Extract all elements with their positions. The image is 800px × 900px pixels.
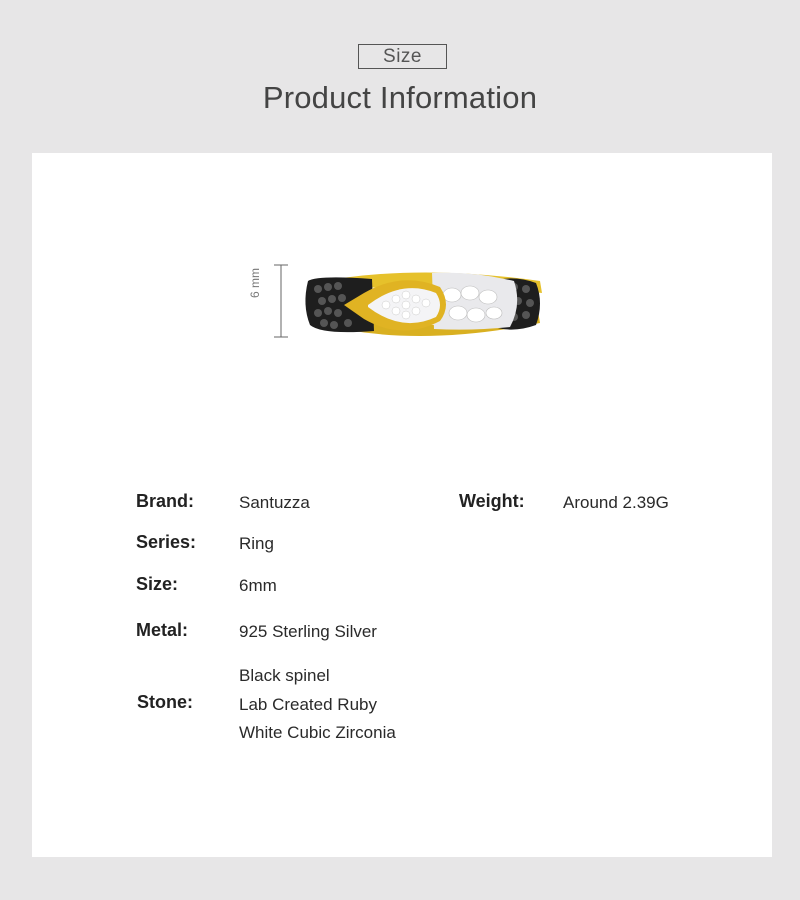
size-value: 6mm: [239, 576, 277, 595]
page-title: Product Information: [262, 80, 538, 115]
product-info-card: [32, 153, 772, 857]
stone-value: Lab Created Ruby: [239, 694, 377, 714]
metal-label: Metal:: [136, 620, 189, 640]
stone-values: [239, 664, 396, 750]
stone-label: Stone:: [137, 692, 193, 712]
series-value: Ring: [239, 534, 274, 553]
metal-value: 925 Sterling Silver: [239, 622, 377, 641]
brand-value: Santuzza: [239, 493, 310, 512]
ring-dimension-label: 6 mm: [248, 268, 262, 298]
weight-value: Around 2.39G: [563, 493, 669, 512]
size-tab-label: Size: [358, 44, 447, 69]
size-label: Size:: [136, 574, 179, 594]
dimension-marker: [274, 265, 288, 337]
series-label: Series:: [136, 532, 197, 552]
ring-product-image: [252, 253, 572, 353]
stone-value: White Cubic Zirconia: [239, 723, 396, 742]
brand-label: Brand:: [136, 491, 194, 511]
stone-value: Black spinel: [239, 666, 330, 685]
weight-label: Weight:: [459, 491, 525, 511]
